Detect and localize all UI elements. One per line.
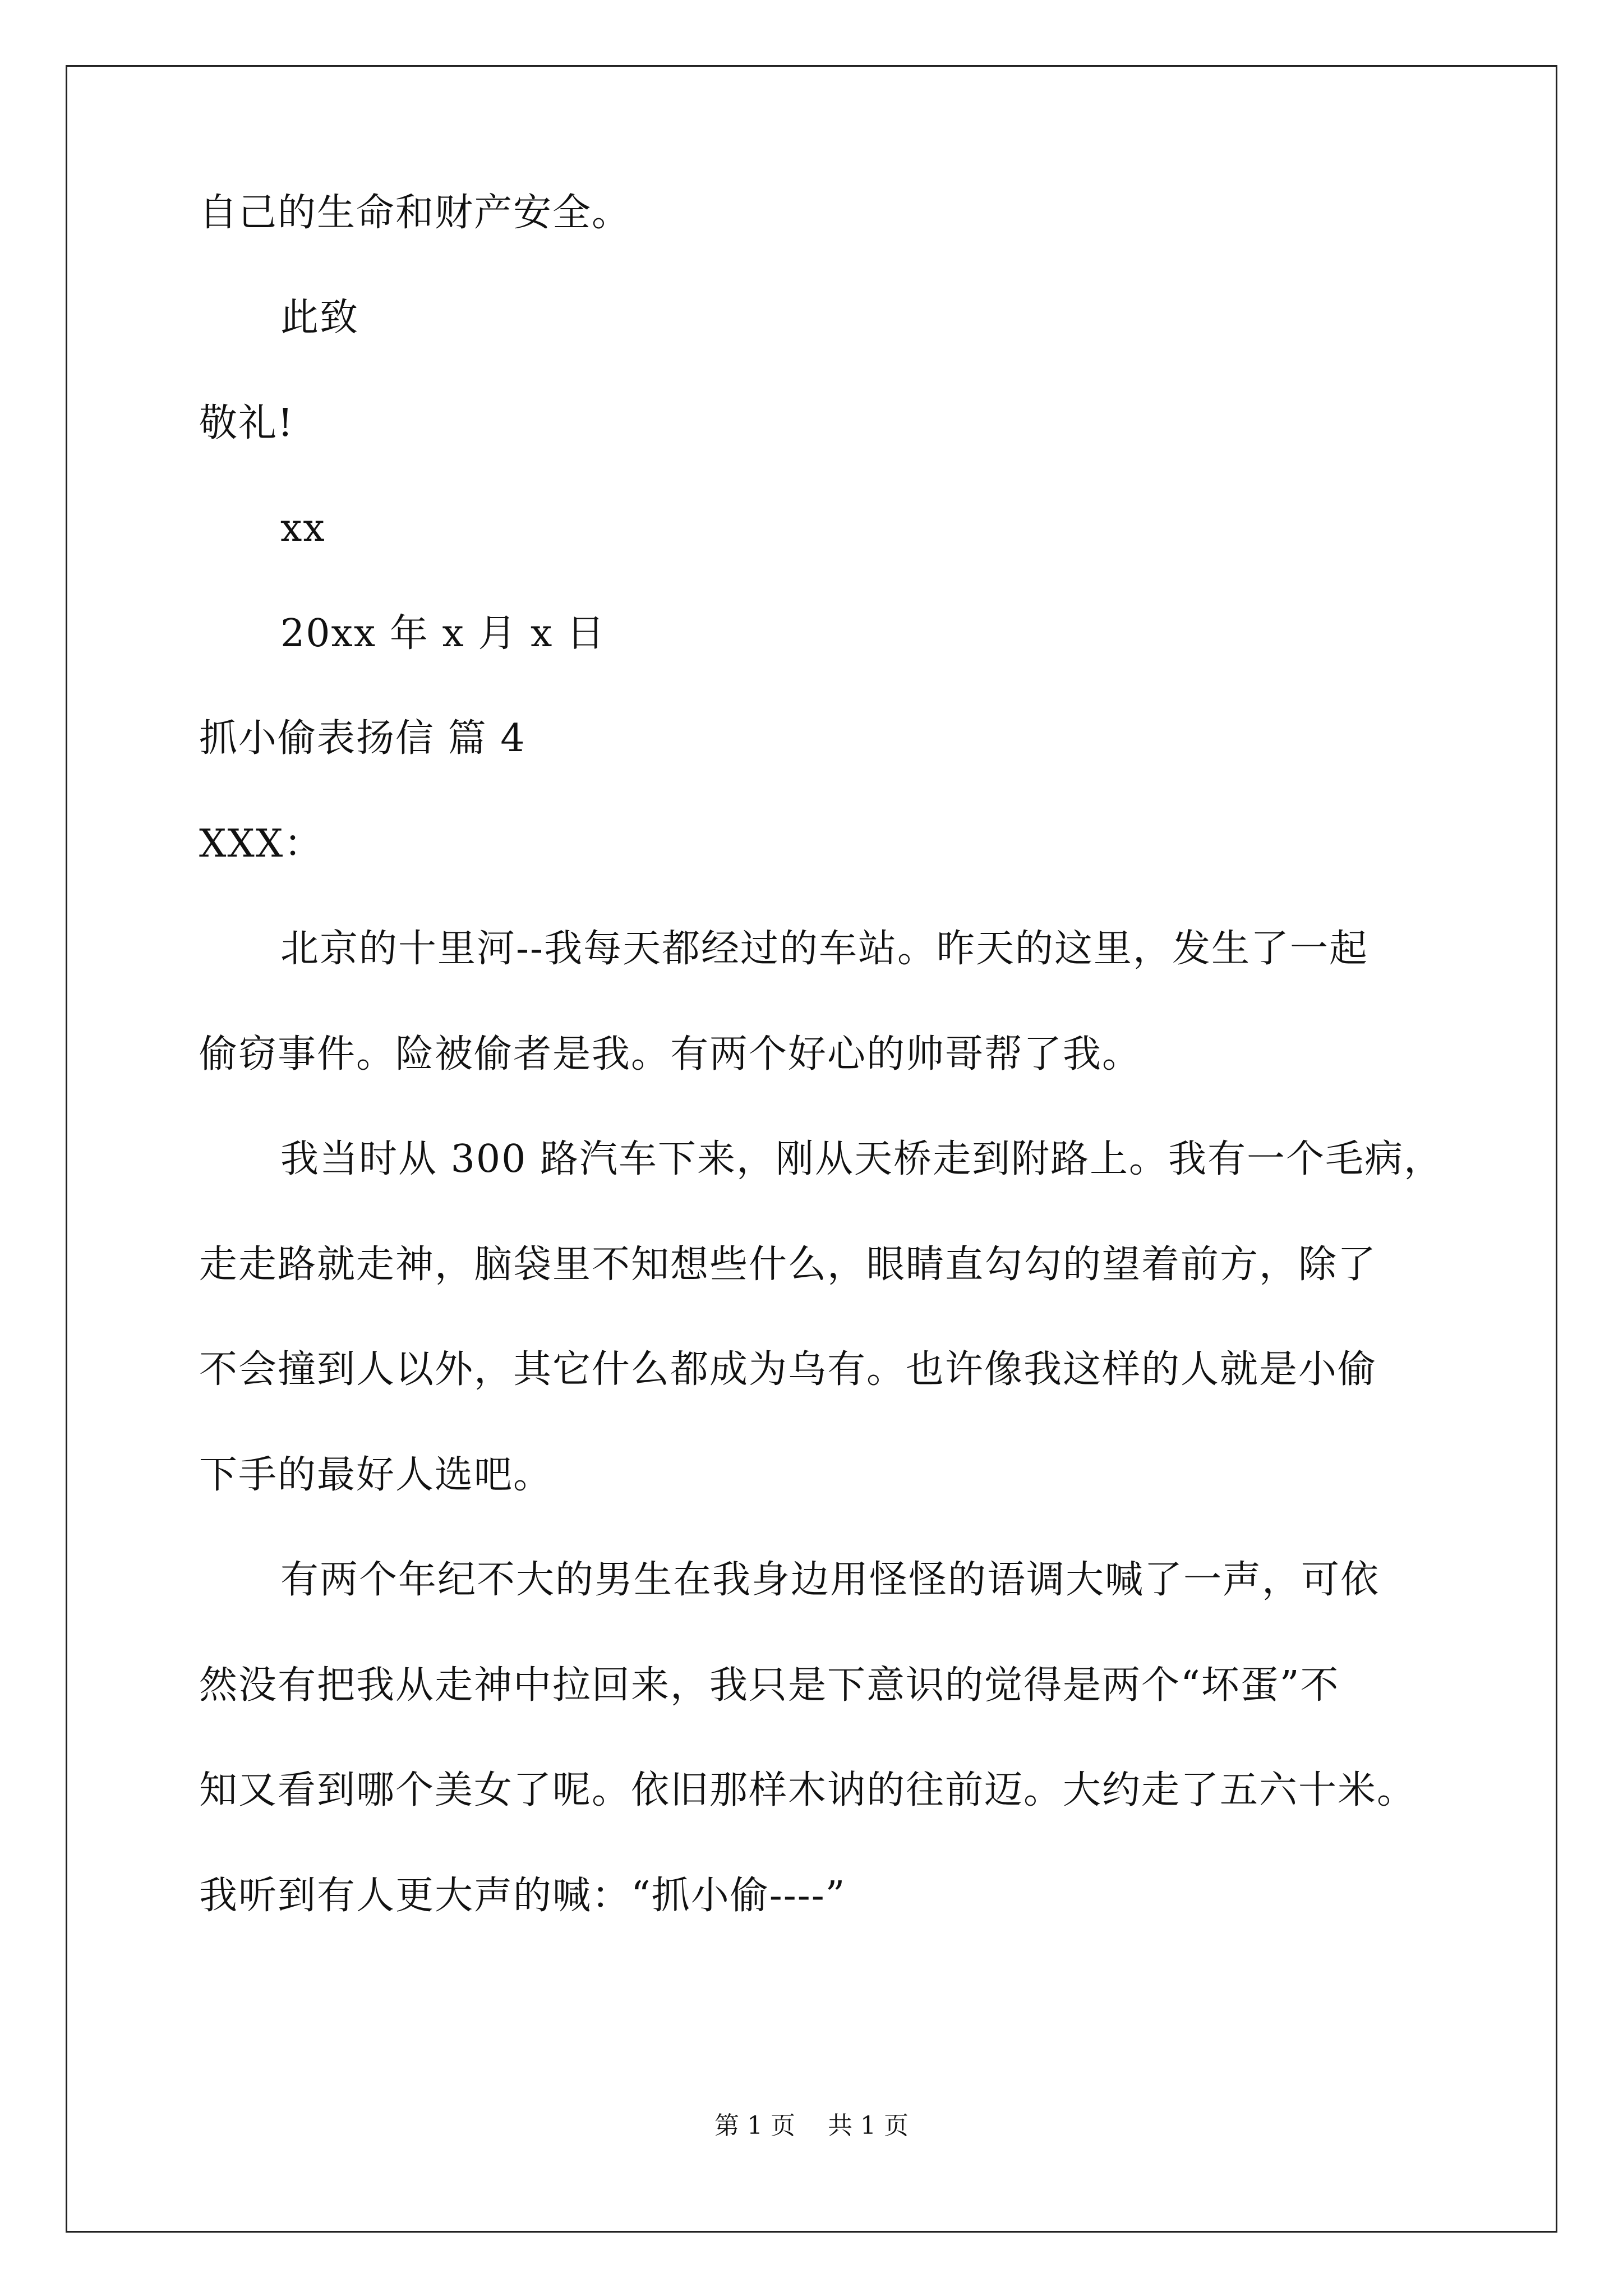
text-line: xx <box>280 506 326 550</box>
text-line: 此致 <box>280 296 359 340</box>
date-line: 20xx 年 x 月 x 日 <box>280 611 606 656</box>
text-line: 自己的生命和财产安全。 <box>199 191 631 235</box>
paragraph-line: 知又看到哪个美女了呢。依旧那样木讷的往前迈。大约走了五六十米。 <box>199 1768 1417 1812</box>
paragraph-line: 我听到有人更大声的喊：“抓小偷----” <box>199 1874 846 1918</box>
paragraph-line: 然没有把我从走神中拉回来，我只是下意识的觉得是两个“坏蛋”不 <box>199 1663 1340 1708</box>
paragraph-line: 北京的十里河--我每天都经过的车站。昨天的这里，发生了一起 <box>280 927 1368 971</box>
paragraph-line: 不会撞到人以外，其它什么都成为乌有。也许像我这样的人就是小偷 <box>199 1347 1377 1392</box>
paragraph-line: 有两个年纪不大的男生在我身边用怪怪的语调大喊了一声，可依 <box>280 1558 1380 1602</box>
paragraph-line: 走走路就走神，脑袋里不知想些什么，眼睛直勾勾的望着前方，除了 <box>199 1243 1377 1287</box>
section-title: 抓小偷表扬信 篇 4 <box>199 716 526 761</box>
paragraph-line: 我当时从 300 路汽车下来，刚从天桥走到附路上。我有一个毛病， <box>280 1137 1444 1181</box>
page-footer: 第 1 页 共 1 页 <box>714 2111 909 2140</box>
salutation: XXX： <box>199 822 324 866</box>
text-line: 敬礼! <box>199 401 294 445</box>
paragraph-line: 偷窃事件。险被偷者是我。有两个好心的帅哥帮了我。 <box>199 1032 1142 1076</box>
paragraph-line: 下手的最好人选吧。 <box>199 1453 553 1497</box>
